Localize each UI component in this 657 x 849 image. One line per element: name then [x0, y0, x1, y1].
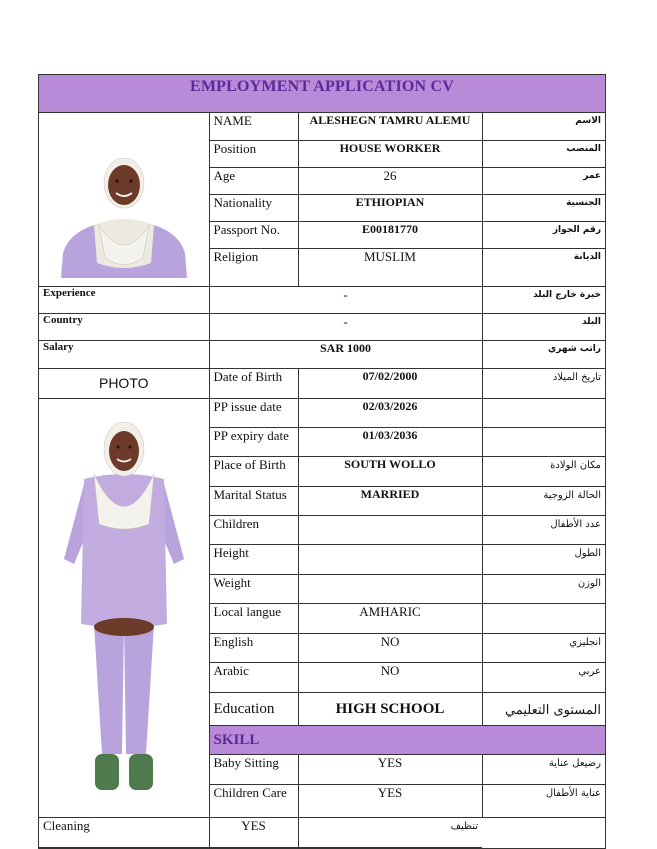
experience-arabic: خبرة خارج البلد: [482, 286, 605, 313]
weight-value: [298, 574, 482, 603]
passport-arabic: رقم الجواز: [482, 221, 605, 248]
pp-expiry-value: 01/03/2036: [298, 427, 482, 456]
name-value: ALESHEGN TAMRU ALEMU: [298, 113, 482, 140]
education-value: HIGH SCHOOL: [298, 693, 482, 726]
cleaning-label: Cleaning: [39, 817, 209, 847]
religion-value: MUSLIM: [298, 248, 482, 286]
english-arabic: انجليزي: [482, 633, 605, 662]
passport-value: E00181770: [298, 221, 482, 248]
weight-label: Weight: [209, 574, 298, 603]
height-value: [298, 545, 482, 574]
children-label: Children: [209, 516, 298, 545]
religion-label: Religion: [209, 248, 298, 286]
religion-arabic: الديانة: [482, 248, 605, 286]
english-label: English: [209, 633, 298, 662]
nationality-label: Nationality: [209, 194, 298, 221]
salary-label: Salary: [39, 340, 209, 368]
age-arabic: عمر: [482, 167, 605, 194]
marital-label: Marital Status: [209, 486, 298, 515]
marital-value: MARRIED: [298, 486, 482, 515]
age-value: 26: [298, 167, 482, 194]
nationality-arabic: الجنسية: [482, 194, 605, 221]
nationality-value: ETHIOPIAN: [298, 194, 482, 221]
position-value: HOUSE WORKER: [298, 140, 482, 167]
weight-arabic: الوزن: [482, 574, 605, 603]
local-language-value: AMHARIC: [298, 604, 482, 633]
experience-label: Experience: [39, 286, 209, 313]
age-label: Age: [209, 167, 298, 194]
full-body-photo-cell: [39, 398, 209, 817]
dob-value: 07/02/2000: [298, 368, 482, 398]
name-arabic: الاسم: [482, 113, 605, 140]
baby-sitting-label: Baby Sitting: [209, 755, 298, 784]
portrait-photo-cell: [39, 113, 209, 286]
children-care-label: Children Care: [209, 784, 298, 817]
children-care-arabic: عناية الأطفال: [482, 784, 605, 817]
local-language-arabic: [482, 604, 605, 633]
pp-issue-value: 02/03/2026: [298, 398, 482, 427]
photo-label: PHOTO: [39, 368, 209, 398]
education-label: Education: [209, 693, 298, 726]
baby-sitting-arabic: رضيعل عناية: [482, 755, 605, 784]
portrait-photo: [39, 113, 209, 283]
salary-arabic: راتب شهري: [482, 340, 605, 368]
local-language-label: Local langue: [209, 604, 298, 633]
cv-table: [39, 113, 605, 848]
arabic-arabic: عربي: [482, 662, 605, 692]
cleaning-arabic: تنظيف: [298, 817, 482, 847]
country-label: Country: [39, 313, 209, 340]
dob-label: Date of Birth: [209, 368, 298, 398]
salary-value: SAR 1000: [209, 340, 482, 368]
pp-issue-label: PP issue date: [209, 398, 298, 427]
cv-sheet: [38, 74, 606, 849]
children-value: [298, 516, 482, 545]
dob-arabic: تاريخ الميلاد: [482, 368, 605, 398]
marital-arabic: الحالة الزوجية: [482, 486, 605, 515]
height-label: Height: [209, 545, 298, 574]
pp-expiry-label: PP expiry date: [209, 427, 298, 456]
cv-title: EMPLOYMENT APPLICATION CV: [39, 75, 605, 113]
english-value: NO: [298, 633, 482, 662]
education-arabic: المستوى التعليمي: [482, 693, 605, 726]
full-body-photo: [39, 399, 209, 817]
pp-expiry-arabic: [482, 427, 605, 456]
birthplace-arabic: مكان الولادة: [482, 457, 605, 486]
name-label: NAME: [209, 113, 298, 140]
arabic-value: NO: [298, 662, 482, 692]
country-value: -: [209, 313, 482, 340]
position-label: Position: [209, 140, 298, 167]
passport-label: Passport No.: [209, 221, 298, 248]
position-arabic: المنصب: [482, 140, 605, 167]
cleaning-value: YES: [209, 817, 298, 847]
birthplace-label: Place of Birth: [209, 457, 298, 486]
pp-issue-arabic: [482, 398, 605, 427]
birthplace-value: SOUTH WOLLO: [298, 457, 482, 486]
baby-sitting-value: YES: [298, 755, 482, 784]
children-care-value: YES: [298, 784, 482, 817]
skill-header: SKILL: [209, 725, 605, 754]
children-arabic: عدد الأطفال: [482, 516, 605, 545]
experience-value: -: [209, 286, 482, 313]
country-arabic: البلد: [482, 313, 605, 340]
arabic-label: Arabic: [209, 662, 298, 692]
height-arabic: الطول: [482, 545, 605, 574]
